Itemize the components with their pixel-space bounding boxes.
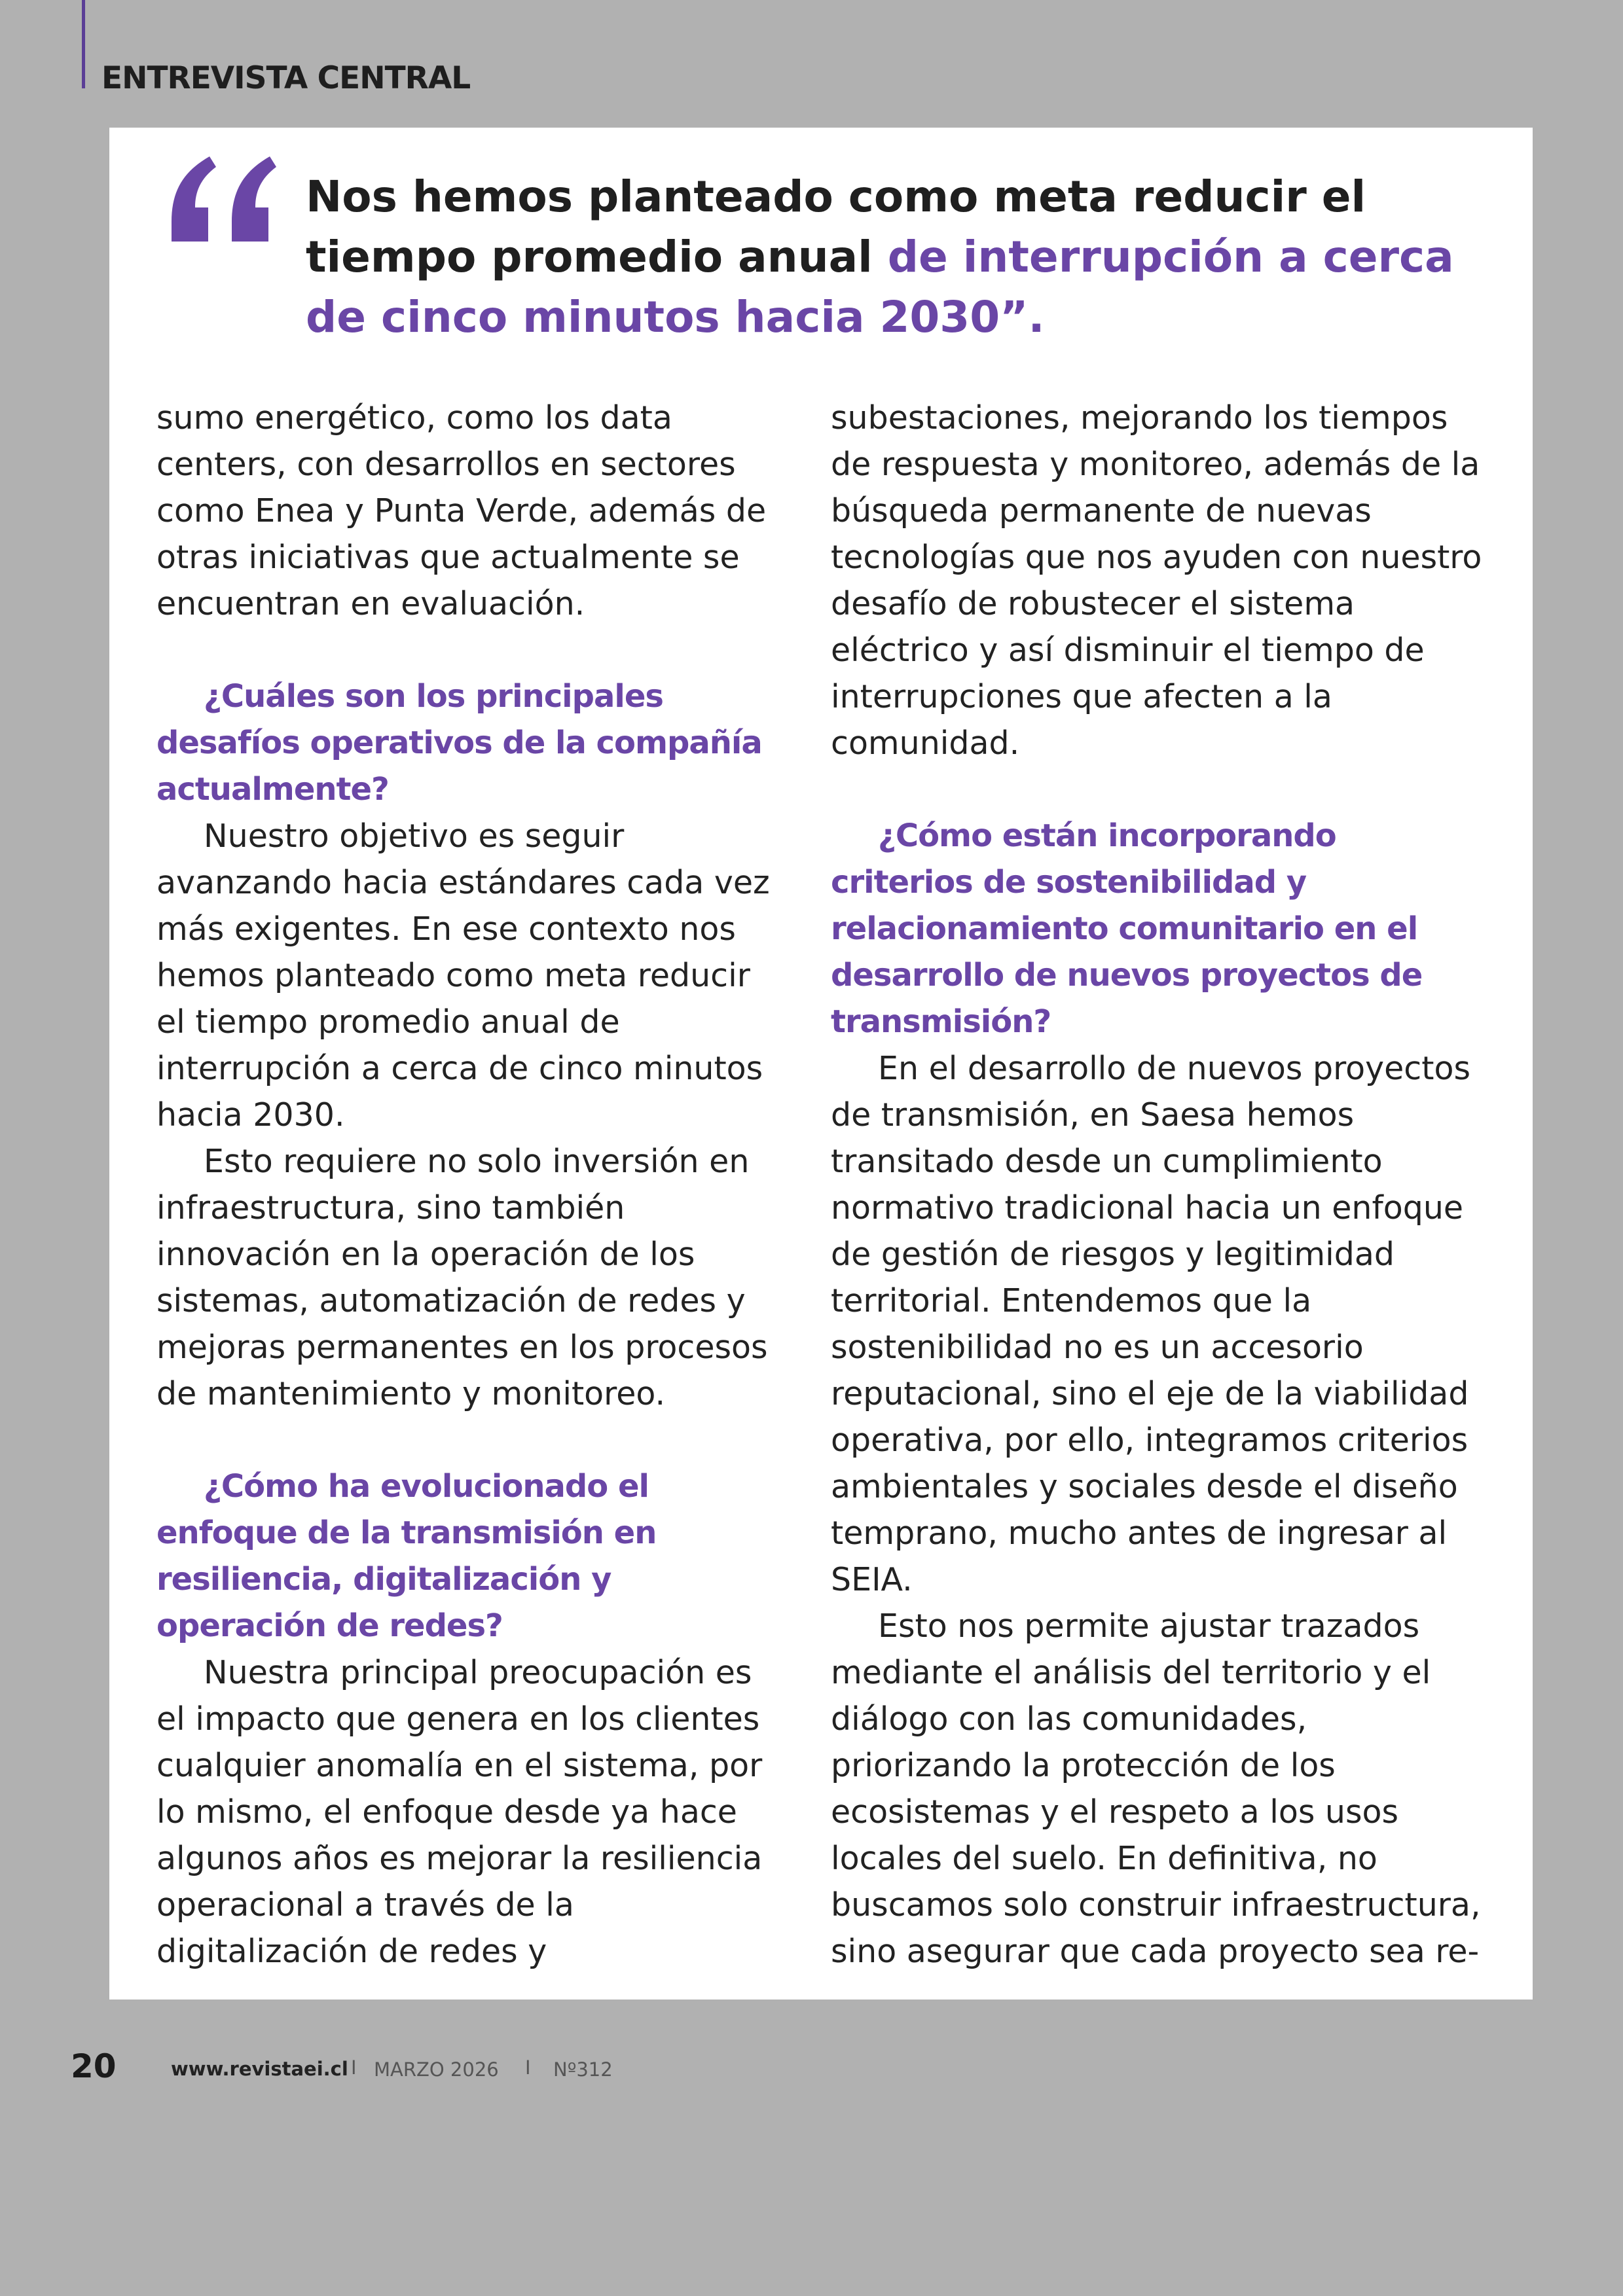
section-accent-bar [82, 0, 85, 88]
paragraph: subestaciones, mejorando los tiempos de respuesta y monitoreo, además de la búsqueda permanente de nuevas tecnologías que nos ayuden con nuestro desafío de robustecer el sistema eléctrico y así disminuir el tiempo de interrupciones que afecten a la comunidad. [831, 399, 1482, 762]
paragraph: Esto nos permite ajustar trazados mediante el análisis del territorio y el diálogo con las comunidades, priorizando la protección de los ecosistemas y el respeto a los usos locales del suelo. En definitiva, no buscamos solo construir infraestructura, sino asegurar que cada proyecto sea re- [831, 1607, 1481, 1970]
pull-quote-line-2 [306, 227, 1484, 287]
paragraph: sumo energético, como los data centers, con desarrollos en sectores como Enea y Punta Verde, además de otras iniciativas que actualmente se encuentran en evaluación. [156, 399, 767, 622]
issue-date: MARZO 2026 [374, 2058, 499, 2081]
pull-quote-line-1: Nos hemos planteado como meta reducir el [306, 171, 1366, 222]
question-heading: ¿Cómo están incorporando criterios de sostenibilidad y relacionamiento comunitario en el desarrollo de nuevos proyectos de transmisión? [831, 817, 1423, 1040]
question-heading: ¿Cómo ha evolucionado el enfoque de la transmisión en resiliencia, digitalización y operación de redes? [156, 1468, 657, 1644]
quote-open-icon [164, 143, 278, 294]
pull-quote-accent: de interrupción a cerca [887, 232, 1454, 282]
question-heading: ¿Cuáles son los principales desafíos operativos de la compañía actualmente? [156, 678, 762, 808]
website-link[interactable]: www.revistaei.cl [171, 2058, 348, 2080]
paragraph: Nuestro objetivo es seguir avanzando hacia estándares cada vez más exigentes. En ese contexto nos hemos planteado como meta reducir el tiempo promedio anual de interrupción a cerca de cinco minutos hacia 2030. [156, 817, 770, 1134]
paragraph: Nuestra principal preocupación es el impacto que genera en los clientes cualquier anomalía en el sistema, por lo mismo, el enfoque desde ya hace algunos años es mejorar la resiliencia operacional a través de la digitalización de redes y [156, 1654, 763, 1970]
paragraph: Esto requiere no solo inversión en infraestructura, sino también innovación en la operación de los sistemas, automatización de redes y mejoras permanentes en los procesos de mantenimiento y monitoreo. [156, 1143, 768, 1412]
footer-separator: I [525, 2056, 531, 2079]
issue-number: Nº312 [553, 2058, 613, 2081]
section-label: ENTREVISTA CENTRAL [101, 60, 471, 96]
pull-quote-plain: tiempo promedio anual [306, 232, 888, 282]
article-panel [109, 128, 1533, 2000]
right-column [831, 395, 1486, 1975]
pull-quote-line-3: de cinco minutos hacia 2030”. [306, 292, 1045, 342]
footer-separator: I [351, 2056, 357, 2079]
page-number: 20 [71, 2047, 117, 2085]
paragraph: En el desarrollo de nuevos proyectos de transmisión, en Saesa hemos transitado desde un cumplimiento normativo tradicional hacia un enfoque de gestión de riesgos y legitimidad territorial. Entendemos que la sostenibilidad no es un accesorio reputacional, sino el eje de la viabilidad operativa, por ello, integramos criterios ambientales y sociales desde el diseño temprano, mucho antes de ingresar al SEIA. [831, 1050, 1470, 1598]
left-column [156, 395, 778, 1975]
pull-quote [306, 167, 1484, 348]
